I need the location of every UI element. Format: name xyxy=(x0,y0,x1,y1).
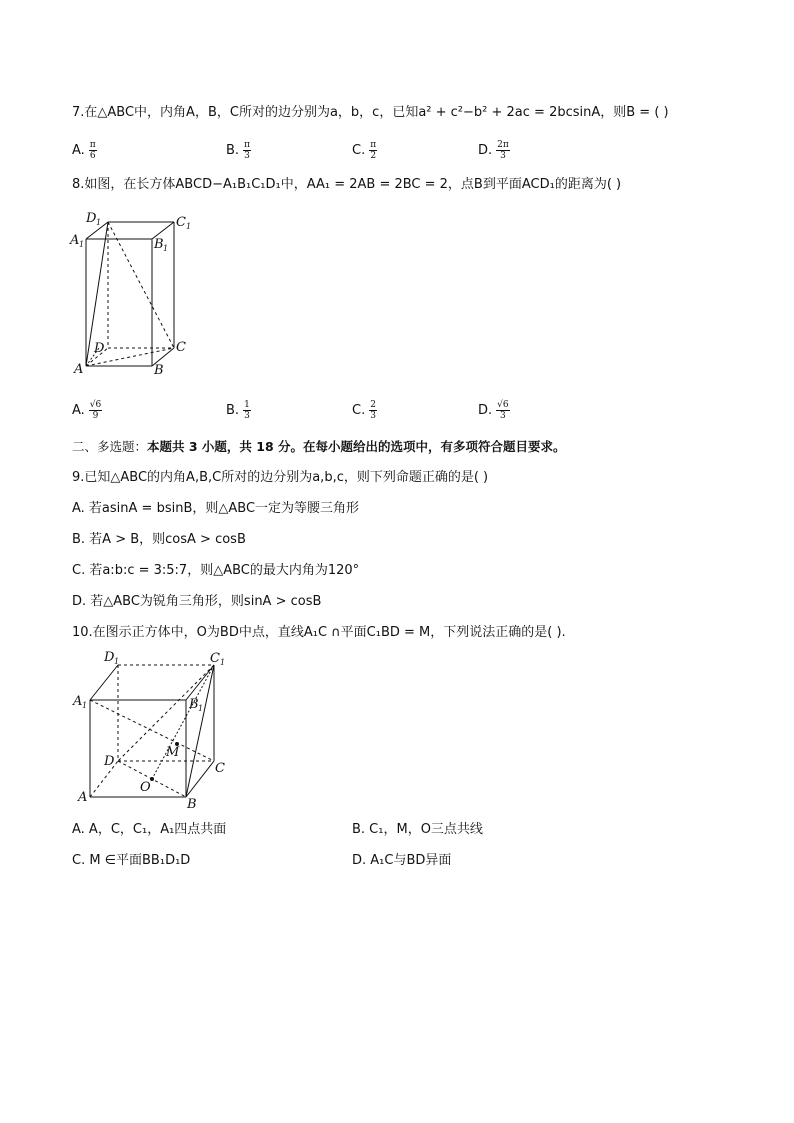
q8-option-b: B. $\frac{1}{3}$ xyxy=(226,400,250,421)
q10-stem: 10.在图示正方体中，O为BD中点，直线A₁C ∩平面C₁BD = M，下列说法正确的是( ). xyxy=(72,625,566,640)
q8-option-a: A. $\frac{√6}{9}$ xyxy=(72,400,102,421)
section-2-header: 二、多选题：本题共 3 小题，共 18 分。在每小题给出的选项中，有多项符合题目要求。 xyxy=(72,439,566,454)
q8-cuboid-figure xyxy=(66,206,196,378)
label-c1: C xyxy=(176,215,186,230)
q10-option-b: B. C₁，M，O三点共线 xyxy=(352,822,483,837)
segment-c1o xyxy=(152,665,214,779)
q9-stem: 9.已知△ABC的内角A,B,C所对的边分别为a,b,c，则下列命题正确的是( ) xyxy=(72,470,489,485)
label-b1: B xyxy=(189,697,199,712)
q9-option-b: B. 若A > B，则cosA > cosB xyxy=(72,532,246,547)
q7-stem: 7.在△ABC中，内角A，B，C所对的边分别为a，b，c，已知a² + c²−b² + 2ac = 2bcsinA，则B = ( ) xyxy=(72,105,669,120)
label-d: D xyxy=(104,754,115,769)
q10-cube-figure xyxy=(68,648,238,813)
q7-option-b: B. $\frac{\pi}{3}$ xyxy=(226,140,250,161)
label-c1-sub: 1 xyxy=(186,222,192,231)
label-d1: D xyxy=(86,211,97,226)
q9-option-a: A. 若asinA = bsinB，则△ABC一定为等腰三角形 xyxy=(72,501,360,516)
q7-option-c: C. $\frac{\pi}{2}$ xyxy=(352,140,377,161)
segment-d1c xyxy=(108,222,174,348)
label-d: D xyxy=(94,341,105,356)
q9-option-c: C. 若a:b:c = 3:5:7，则△ABC的最大内角为120° xyxy=(72,563,360,578)
label-c: C xyxy=(176,340,186,355)
label-d1-sub: 1 xyxy=(114,657,120,666)
q9-option-d: D. 若△ABC为锐角三角形，则sinA > cosB xyxy=(72,594,322,609)
edge-a1d1 xyxy=(90,665,118,700)
q10-option-a: A. A，C，C₁，A₁四点共面 xyxy=(72,822,227,837)
label-c1-sub: 1 xyxy=(220,658,226,667)
label-o: O xyxy=(140,780,151,795)
label-a: A xyxy=(74,362,84,377)
label-b1: B xyxy=(154,237,164,252)
segment-c1b xyxy=(186,665,214,797)
label-d1-sub: 1 xyxy=(96,218,102,227)
label-a1: A xyxy=(73,694,83,709)
q10-option-d: D. A₁C与BD异面 xyxy=(352,853,452,868)
q10-option-c: C. M ∈平面BB₁D₁D xyxy=(72,853,191,868)
label-b: B xyxy=(154,363,164,378)
q8-option-c: C. $\frac{2}{3}$ xyxy=(352,400,376,421)
label-d1: D xyxy=(104,650,115,665)
label-c: C xyxy=(215,761,225,776)
label-b1-sub: 1 xyxy=(163,244,169,253)
q7-option-d: D. $\frac{2\pi}{3}$ xyxy=(478,140,509,161)
label-a: A xyxy=(78,790,88,805)
q7-option-a: A. $\frac{\pi}{6}$ xyxy=(72,140,96,161)
q8-option-d: D. $\frac{√6}{3}$ xyxy=(478,400,509,421)
label-a1-sub: 1 xyxy=(82,701,88,710)
label-m: M xyxy=(166,745,180,760)
label-b1-sub: 1 xyxy=(198,704,204,713)
label-c1: C xyxy=(210,651,220,666)
label-b: B xyxy=(187,797,197,812)
q8-stem: 8.如图，在长方体ABCD−A₁B₁C₁D₁中，AA₁ = 2AB = 2BC = 2，点B到平面ACD₁的距离为( ) xyxy=(72,177,622,192)
label-a1: A xyxy=(70,233,80,248)
label-a1-sub: 1 xyxy=(79,240,85,249)
